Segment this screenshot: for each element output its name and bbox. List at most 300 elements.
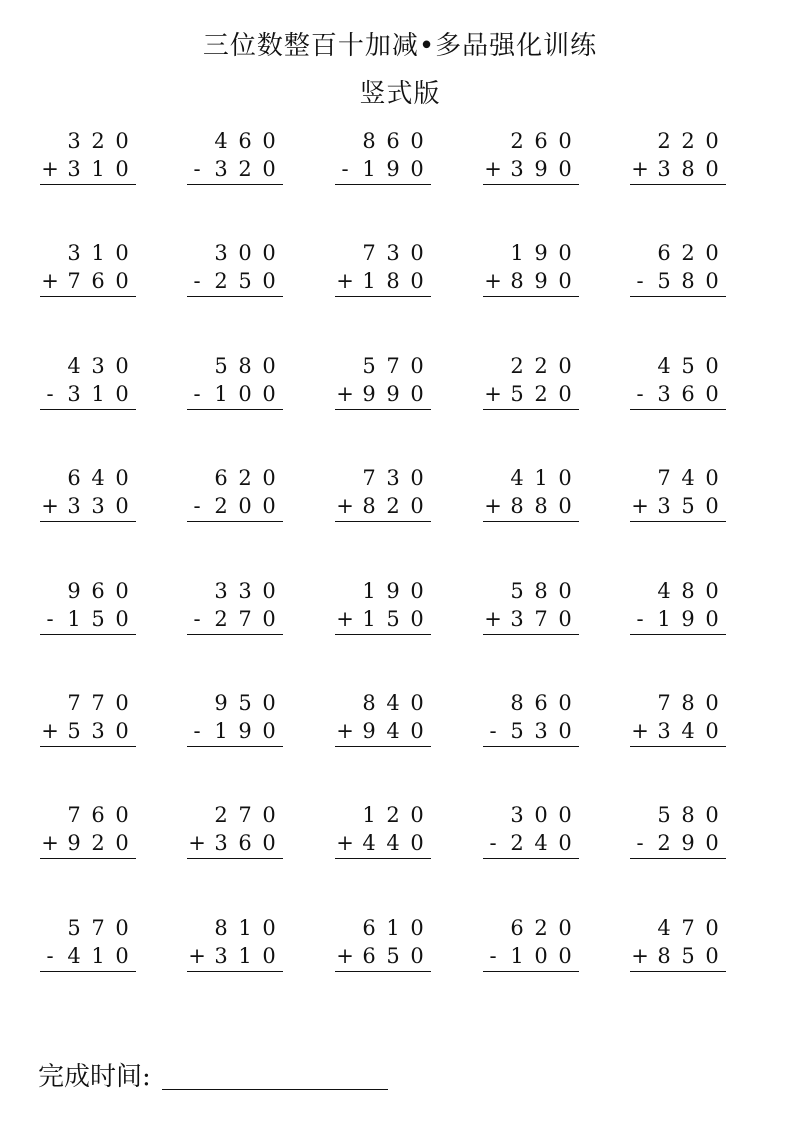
- digit: 0: [558, 803, 572, 827]
- bottom-number: [483, 830, 579, 856]
- problem: [483, 578, 579, 638]
- digit: 0: [262, 157, 276, 181]
- digit: 3: [510, 157, 524, 181]
- digit: 5: [91, 607, 105, 631]
- operator-sign: +: [336, 607, 354, 631]
- digit: 9: [67, 831, 81, 855]
- digit: 0: [115, 916, 129, 940]
- top-number: [40, 690, 136, 716]
- answer-line: [40, 296, 136, 297]
- digit: 8: [681, 691, 695, 715]
- operator-sign: -: [193, 157, 201, 181]
- digit: 1: [91, 157, 105, 181]
- digit: 8: [214, 916, 228, 940]
- problem: [335, 465, 431, 525]
- bottom-number: [40, 381, 136, 407]
- operator-sign: +: [41, 831, 59, 855]
- digit: 1: [67, 607, 81, 631]
- digit: 4: [386, 831, 400, 855]
- digit: 3: [657, 157, 671, 181]
- top-number: [630, 578, 726, 604]
- digit: 0: [410, 466, 424, 490]
- digit: 0: [115, 831, 129, 855]
- digit: 9: [534, 241, 548, 265]
- digit: 0: [558, 944, 572, 968]
- digit: 2: [91, 831, 105, 855]
- problem: [40, 578, 136, 638]
- answer-line: [483, 634, 579, 635]
- digit: 0: [705, 831, 719, 855]
- top-number: [335, 128, 431, 154]
- answer-line: [187, 858, 283, 859]
- operator-sign: +: [336, 719, 354, 743]
- digit: 1: [214, 382, 228, 406]
- top-number: [630, 465, 726, 491]
- top-number: [187, 690, 283, 716]
- digit: 0: [238, 382, 252, 406]
- digit: 0: [558, 241, 572, 265]
- top-number: [483, 353, 579, 379]
- bottom-number: [335, 943, 431, 969]
- digit: 6: [386, 129, 400, 153]
- digit: 4: [362, 831, 376, 855]
- digit: 5: [386, 607, 400, 631]
- answer-line: [630, 971, 726, 972]
- digit: 4: [91, 466, 105, 490]
- digit: 0: [115, 803, 129, 827]
- digit: 0: [558, 607, 572, 631]
- digit: 0: [558, 579, 572, 603]
- digit: 0: [410, 382, 424, 406]
- digit: 0: [262, 466, 276, 490]
- digit: 9: [214, 691, 228, 715]
- digit: 0: [705, 691, 719, 715]
- digit: 3: [214, 944, 228, 968]
- top-number: [335, 240, 431, 266]
- digit: 0: [705, 354, 719, 378]
- problem: [630, 353, 726, 413]
- digit: 5: [681, 354, 695, 378]
- digit: 2: [534, 916, 548, 940]
- digit: 1: [510, 944, 524, 968]
- answer-line: [483, 184, 579, 185]
- digit: 9: [386, 157, 400, 181]
- digit: 8: [362, 494, 376, 518]
- problem: [483, 802, 579, 862]
- digit: 3: [214, 241, 228, 265]
- digit: 9: [362, 382, 376, 406]
- digit: 0: [410, 916, 424, 940]
- digit: 2: [386, 494, 400, 518]
- digit: 9: [681, 831, 695, 855]
- digit: 0: [558, 831, 572, 855]
- problem: [40, 240, 136, 300]
- digit: 0: [262, 916, 276, 940]
- digit: 0: [705, 607, 719, 631]
- digit: 0: [558, 382, 572, 406]
- digit: 9: [534, 157, 548, 181]
- digit: 1: [362, 803, 376, 827]
- digit: 3: [91, 719, 105, 743]
- answer-line: [187, 409, 283, 410]
- top-number: [630, 128, 726, 154]
- top-number: [630, 690, 726, 716]
- bottom-number: [335, 830, 431, 856]
- answer-line: [335, 409, 431, 410]
- operator-sign: -: [193, 719, 201, 743]
- operator-sign: +: [631, 944, 649, 968]
- digit: 5: [657, 803, 671, 827]
- bottom-number: [630, 606, 726, 632]
- digit: 0: [705, 466, 719, 490]
- digit: 6: [214, 466, 228, 490]
- bottom-number: [483, 156, 579, 182]
- digit: 5: [657, 269, 671, 293]
- operator-sign: -: [341, 157, 349, 181]
- bottom-number: [630, 381, 726, 407]
- digit: 0: [558, 719, 572, 743]
- digit: 0: [705, 157, 719, 181]
- digit: 6: [238, 831, 252, 855]
- answer-line: [187, 971, 283, 972]
- bottom-number: [335, 268, 431, 294]
- operator-sign: +: [484, 382, 502, 406]
- digit: 2: [214, 803, 228, 827]
- digit: 6: [681, 382, 695, 406]
- digit: 0: [705, 494, 719, 518]
- operator-sign: +: [484, 269, 502, 293]
- digit: 5: [510, 719, 524, 743]
- top-number: [40, 240, 136, 266]
- answer-line: [630, 409, 726, 410]
- digit: 0: [262, 719, 276, 743]
- problem: [40, 353, 136, 413]
- digit: 7: [681, 916, 695, 940]
- answer-line: [630, 746, 726, 747]
- problem: [40, 465, 136, 525]
- answer-line: [40, 634, 136, 635]
- digit: 6: [534, 129, 548, 153]
- worksheet-subtitle: 竖式版: [359, 79, 441, 109]
- bottom-number: [187, 493, 283, 519]
- digit: 0: [558, 129, 572, 153]
- answer-line: [335, 858, 431, 859]
- bottom-number: [187, 606, 283, 632]
- bottom-number: [335, 381, 431, 407]
- problem: [40, 128, 136, 188]
- problem: [40, 802, 136, 862]
- digit: 0: [705, 382, 719, 406]
- answer-line: [40, 409, 136, 410]
- digit: 1: [91, 241, 105, 265]
- digit: 8: [681, 579, 695, 603]
- operator-sign: +: [41, 719, 59, 743]
- problem: [630, 465, 726, 525]
- top-number: [630, 915, 726, 941]
- top-number: [335, 915, 431, 941]
- digit: 3: [67, 494, 81, 518]
- digit: 0: [410, 607, 424, 631]
- digit: 0: [115, 944, 129, 968]
- top-number: [187, 465, 283, 491]
- top-number: [630, 240, 726, 266]
- bottom-number: [483, 381, 579, 407]
- digit: 0: [238, 494, 252, 518]
- digit: 3: [386, 466, 400, 490]
- top-number: [335, 465, 431, 491]
- digit: 0: [558, 916, 572, 940]
- operator-sign: -: [193, 382, 201, 406]
- bottom-number: [630, 718, 726, 744]
- digit: 8: [238, 354, 252, 378]
- operator-sign: -: [193, 607, 201, 631]
- digit: 1: [362, 269, 376, 293]
- digit: 9: [362, 719, 376, 743]
- problem: [335, 353, 431, 413]
- digit: 7: [67, 691, 81, 715]
- digit: 0: [115, 719, 129, 743]
- digit: 4: [510, 466, 524, 490]
- digit: 8: [510, 691, 524, 715]
- digit: 3: [67, 157, 81, 181]
- problem: [335, 690, 431, 750]
- problem: [187, 578, 283, 638]
- digit: 2: [238, 466, 252, 490]
- digit: 8: [510, 494, 524, 518]
- digit: 6: [534, 691, 548, 715]
- answer-line: [187, 184, 283, 185]
- operator-sign: +: [631, 494, 649, 518]
- digit: 0: [705, 803, 719, 827]
- digit: 0: [410, 157, 424, 181]
- digit: 2: [386, 803, 400, 827]
- digit: 1: [91, 944, 105, 968]
- operator-sign: +: [631, 157, 649, 181]
- operator-sign: -: [489, 719, 497, 743]
- digit: 0: [115, 354, 129, 378]
- operator-sign: -: [489, 944, 497, 968]
- answer-line: [187, 521, 283, 522]
- problem: [187, 802, 283, 862]
- bottom-number: [187, 381, 283, 407]
- operator-sign: +: [336, 382, 354, 406]
- digit: 8: [681, 157, 695, 181]
- digit: 8: [362, 129, 376, 153]
- digit: 0: [262, 944, 276, 968]
- answer-line: [630, 296, 726, 297]
- digit: 3: [67, 129, 81, 153]
- answer-line: [630, 521, 726, 522]
- digit: 1: [534, 466, 548, 490]
- operator-sign: -: [46, 382, 54, 406]
- digit: 0: [262, 382, 276, 406]
- answer-line: [335, 634, 431, 635]
- digit: 0: [262, 803, 276, 827]
- digit: 7: [238, 607, 252, 631]
- digit: 0: [534, 944, 548, 968]
- problem: [630, 915, 726, 975]
- top-number: [40, 915, 136, 941]
- answer-line: [335, 296, 431, 297]
- problem: [335, 240, 431, 300]
- operator-sign: +: [336, 944, 354, 968]
- digit: 0: [115, 157, 129, 181]
- problem: [630, 128, 726, 188]
- answer-line: [630, 858, 726, 859]
- digit: 1: [657, 607, 671, 631]
- top-number: [187, 353, 283, 379]
- digit: 3: [238, 579, 252, 603]
- digit: 0: [705, 269, 719, 293]
- digit: 0: [534, 803, 548, 827]
- problem: [483, 690, 579, 750]
- answer-line: [40, 746, 136, 747]
- digit: 4: [657, 579, 671, 603]
- digit: 1: [510, 241, 524, 265]
- digit: 8: [534, 494, 548, 518]
- problem: [187, 915, 283, 975]
- digit: 0: [262, 831, 276, 855]
- bottom-number: [335, 156, 431, 182]
- digit: 3: [214, 157, 228, 181]
- digit: 2: [510, 831, 524, 855]
- digit: 6: [362, 916, 376, 940]
- digit: 9: [238, 719, 252, 743]
- top-number: [335, 802, 431, 828]
- digit: 0: [705, 944, 719, 968]
- worksheet-title: 三位数整百十加减•多品强化训练: [202, 31, 598, 61]
- top-number: [483, 240, 579, 266]
- answer-line: [40, 521, 136, 522]
- digit: 5: [681, 944, 695, 968]
- digit: 1: [91, 382, 105, 406]
- bottom-number: [483, 718, 579, 744]
- answer-line: [40, 971, 136, 972]
- digit: 0: [115, 579, 129, 603]
- digit: 6: [362, 944, 376, 968]
- digit: 5: [681, 494, 695, 518]
- problem: [335, 578, 431, 638]
- bottom-number: [187, 943, 283, 969]
- digit: 8: [657, 944, 671, 968]
- bottom-number: [335, 493, 431, 519]
- digit: 5: [362, 354, 376, 378]
- problem: [483, 240, 579, 300]
- digit: 4: [386, 719, 400, 743]
- digit: 0: [410, 354, 424, 378]
- digit: 2: [657, 831, 671, 855]
- operator-sign: +: [41, 269, 59, 293]
- digit: 0: [262, 607, 276, 631]
- bottom-number: [40, 156, 136, 182]
- digit: 4: [67, 354, 81, 378]
- digit: 4: [67, 944, 81, 968]
- bottom-number: [483, 268, 579, 294]
- digit: 4: [534, 831, 548, 855]
- digit: 3: [534, 719, 548, 743]
- problem: [187, 690, 283, 750]
- top-number: [40, 353, 136, 379]
- bottom-number: [40, 943, 136, 969]
- bottom-number: [40, 493, 136, 519]
- digit: 4: [681, 466, 695, 490]
- digit: 9: [386, 382, 400, 406]
- digit: 3: [386, 241, 400, 265]
- digit: 3: [91, 494, 105, 518]
- completion-time-answer-line: [162, 1089, 388, 1090]
- bottom-number: [630, 830, 726, 856]
- digit: 0: [705, 579, 719, 603]
- problem: [187, 353, 283, 413]
- operator-sign: -: [46, 944, 54, 968]
- digit: 7: [67, 269, 81, 293]
- operator-sign: -: [489, 831, 497, 855]
- digit: 0: [410, 579, 424, 603]
- digit: 3: [657, 494, 671, 518]
- top-number: [187, 802, 283, 828]
- digit: 0: [262, 691, 276, 715]
- digit: 3: [91, 354, 105, 378]
- operator-sign: -: [636, 269, 644, 293]
- digit: 0: [705, 719, 719, 743]
- digit: 8: [681, 269, 695, 293]
- digit: 3: [657, 382, 671, 406]
- answer-line: [187, 746, 283, 747]
- digit: 2: [214, 269, 228, 293]
- top-number: [40, 128, 136, 154]
- digit: 1: [238, 916, 252, 940]
- problem: [630, 690, 726, 750]
- digit: 4: [386, 691, 400, 715]
- digit: 2: [681, 241, 695, 265]
- digit: 3: [214, 579, 228, 603]
- digit: 0: [558, 466, 572, 490]
- digit: 2: [510, 354, 524, 378]
- digit: 7: [657, 466, 671, 490]
- digit: 3: [657, 719, 671, 743]
- digit: 0: [262, 494, 276, 518]
- bottom-number: [630, 943, 726, 969]
- digit: 1: [238, 944, 252, 968]
- top-number: [483, 802, 579, 828]
- digit: 0: [410, 241, 424, 265]
- digit: 2: [534, 382, 548, 406]
- completion-time-label: 完成时间:: [38, 1062, 151, 1092]
- digit: 2: [214, 494, 228, 518]
- digit: 6: [91, 269, 105, 293]
- operator-sign: +: [188, 831, 206, 855]
- digit: 7: [67, 803, 81, 827]
- digit: 0: [410, 269, 424, 293]
- top-number: [483, 690, 579, 716]
- problem: [483, 353, 579, 413]
- operator-sign: -: [46, 607, 54, 631]
- digit: 0: [558, 691, 572, 715]
- digit: 6: [238, 129, 252, 153]
- digit: 4: [214, 129, 228, 153]
- problem: [187, 128, 283, 188]
- digit: 8: [362, 691, 376, 715]
- digit: 9: [67, 579, 81, 603]
- problem: [483, 915, 579, 975]
- answer-line: [187, 634, 283, 635]
- answer-line: [335, 184, 431, 185]
- digit: 8: [386, 269, 400, 293]
- answer-line: [335, 971, 431, 972]
- operator-sign: -: [193, 269, 201, 293]
- bottom-number: [40, 718, 136, 744]
- top-number: [630, 353, 726, 379]
